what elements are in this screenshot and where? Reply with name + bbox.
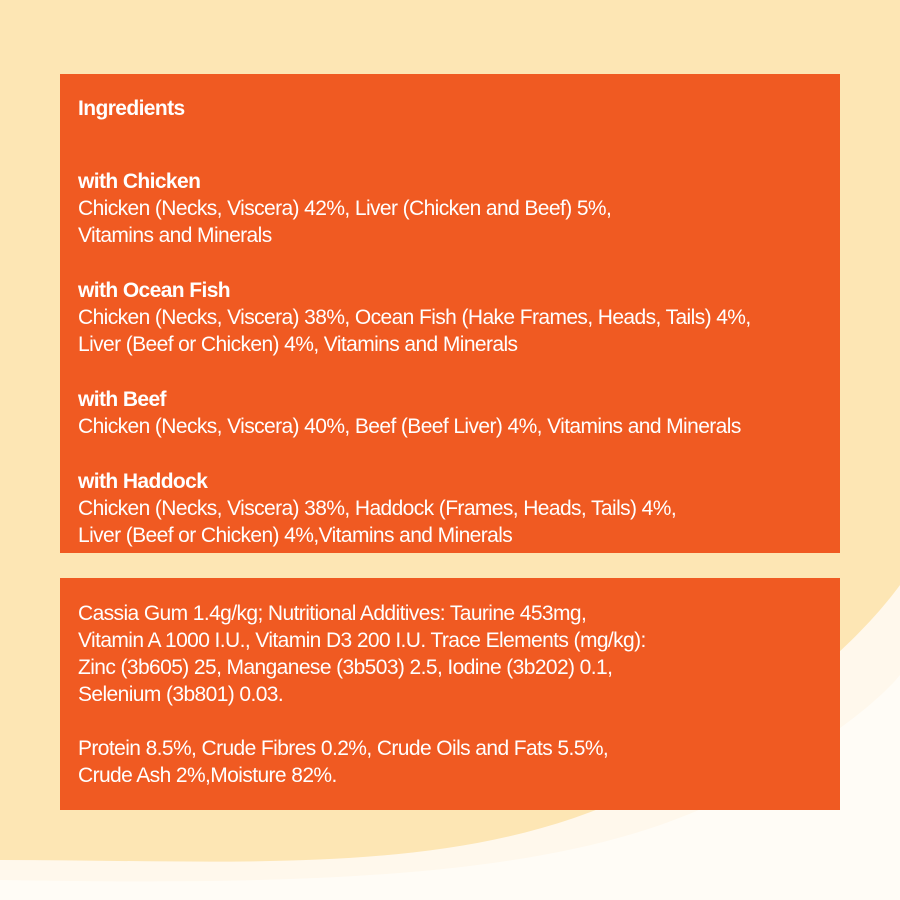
ingredients-section-ocean-fish: [78, 277, 822, 358]
section-title: with Chicken: [78, 170, 201, 193]
additives-panel: [60, 578, 840, 810]
section-line: Chicken (Necks, Viscera) 38%, Ocean Fish (Hake Frames, Heads, Tails) 4%,: [78, 306, 751, 329]
additives-line: Selenium (3b801) 0.03.: [78, 683, 284, 706]
section-title: with Ocean Fish: [78, 279, 231, 302]
ingredients-title: Ingredients: [78, 97, 185, 120]
section-title: with Beef: [78, 388, 166, 411]
section-line: Chicken (Necks, Viscera) 42%, Liver (Chicken and Beef) 5%,: [78, 197, 612, 220]
section-line: Chicken (Necks, Viscera) 38%, Haddock (Frames, Heads, Tails) 4%,: [78, 497, 677, 520]
ingredients-section-chicken: [78, 168, 822, 249]
ingredients-panel: [60, 74, 840, 553]
analytical-line: Crude Ash 2%,Moisture 82%.: [78, 764, 337, 787]
analytical-line: Protein 8.5%, Crude Fibres 0.2%, Crude Oils and Fats 5.5%,: [78, 737, 609, 760]
additives-line: Vitamin A 1000 I.U., Vitamin D3 200 I.U. Trace Elements (mg/kg):: [78, 629, 646, 652]
analytical-constituents-paragraph: [78, 735, 822, 789]
section-title: with Haddock: [78, 470, 208, 493]
ingredients-section-haddock: [78, 468, 822, 549]
section-line: Vitamins and Minerals: [78, 224, 272, 247]
section-line: Liver (Beef or Chicken) 4%,Vitamins and Minerals: [78, 524, 513, 547]
section-line: Liver (Beef or Chicken) 4%, Vitamins and Minerals: [78, 333, 518, 356]
ingredients-section-beef: [78, 386, 822, 440]
additives-paragraph: [78, 600, 822, 708]
additives-line: Zinc (3b605) 25, Manganese (3b503) 2.5, Iodine (3b202) 0.1,: [78, 656, 613, 679]
additives-line: Cassia Gum 1.4g/kg; Nutritional Additives: Taurine 453mg,: [78, 602, 587, 625]
section-line: Chicken (Necks, Viscera) 40%, Beef (Beef Liver) 4%, Vitamins and Minerals: [78, 415, 741, 438]
